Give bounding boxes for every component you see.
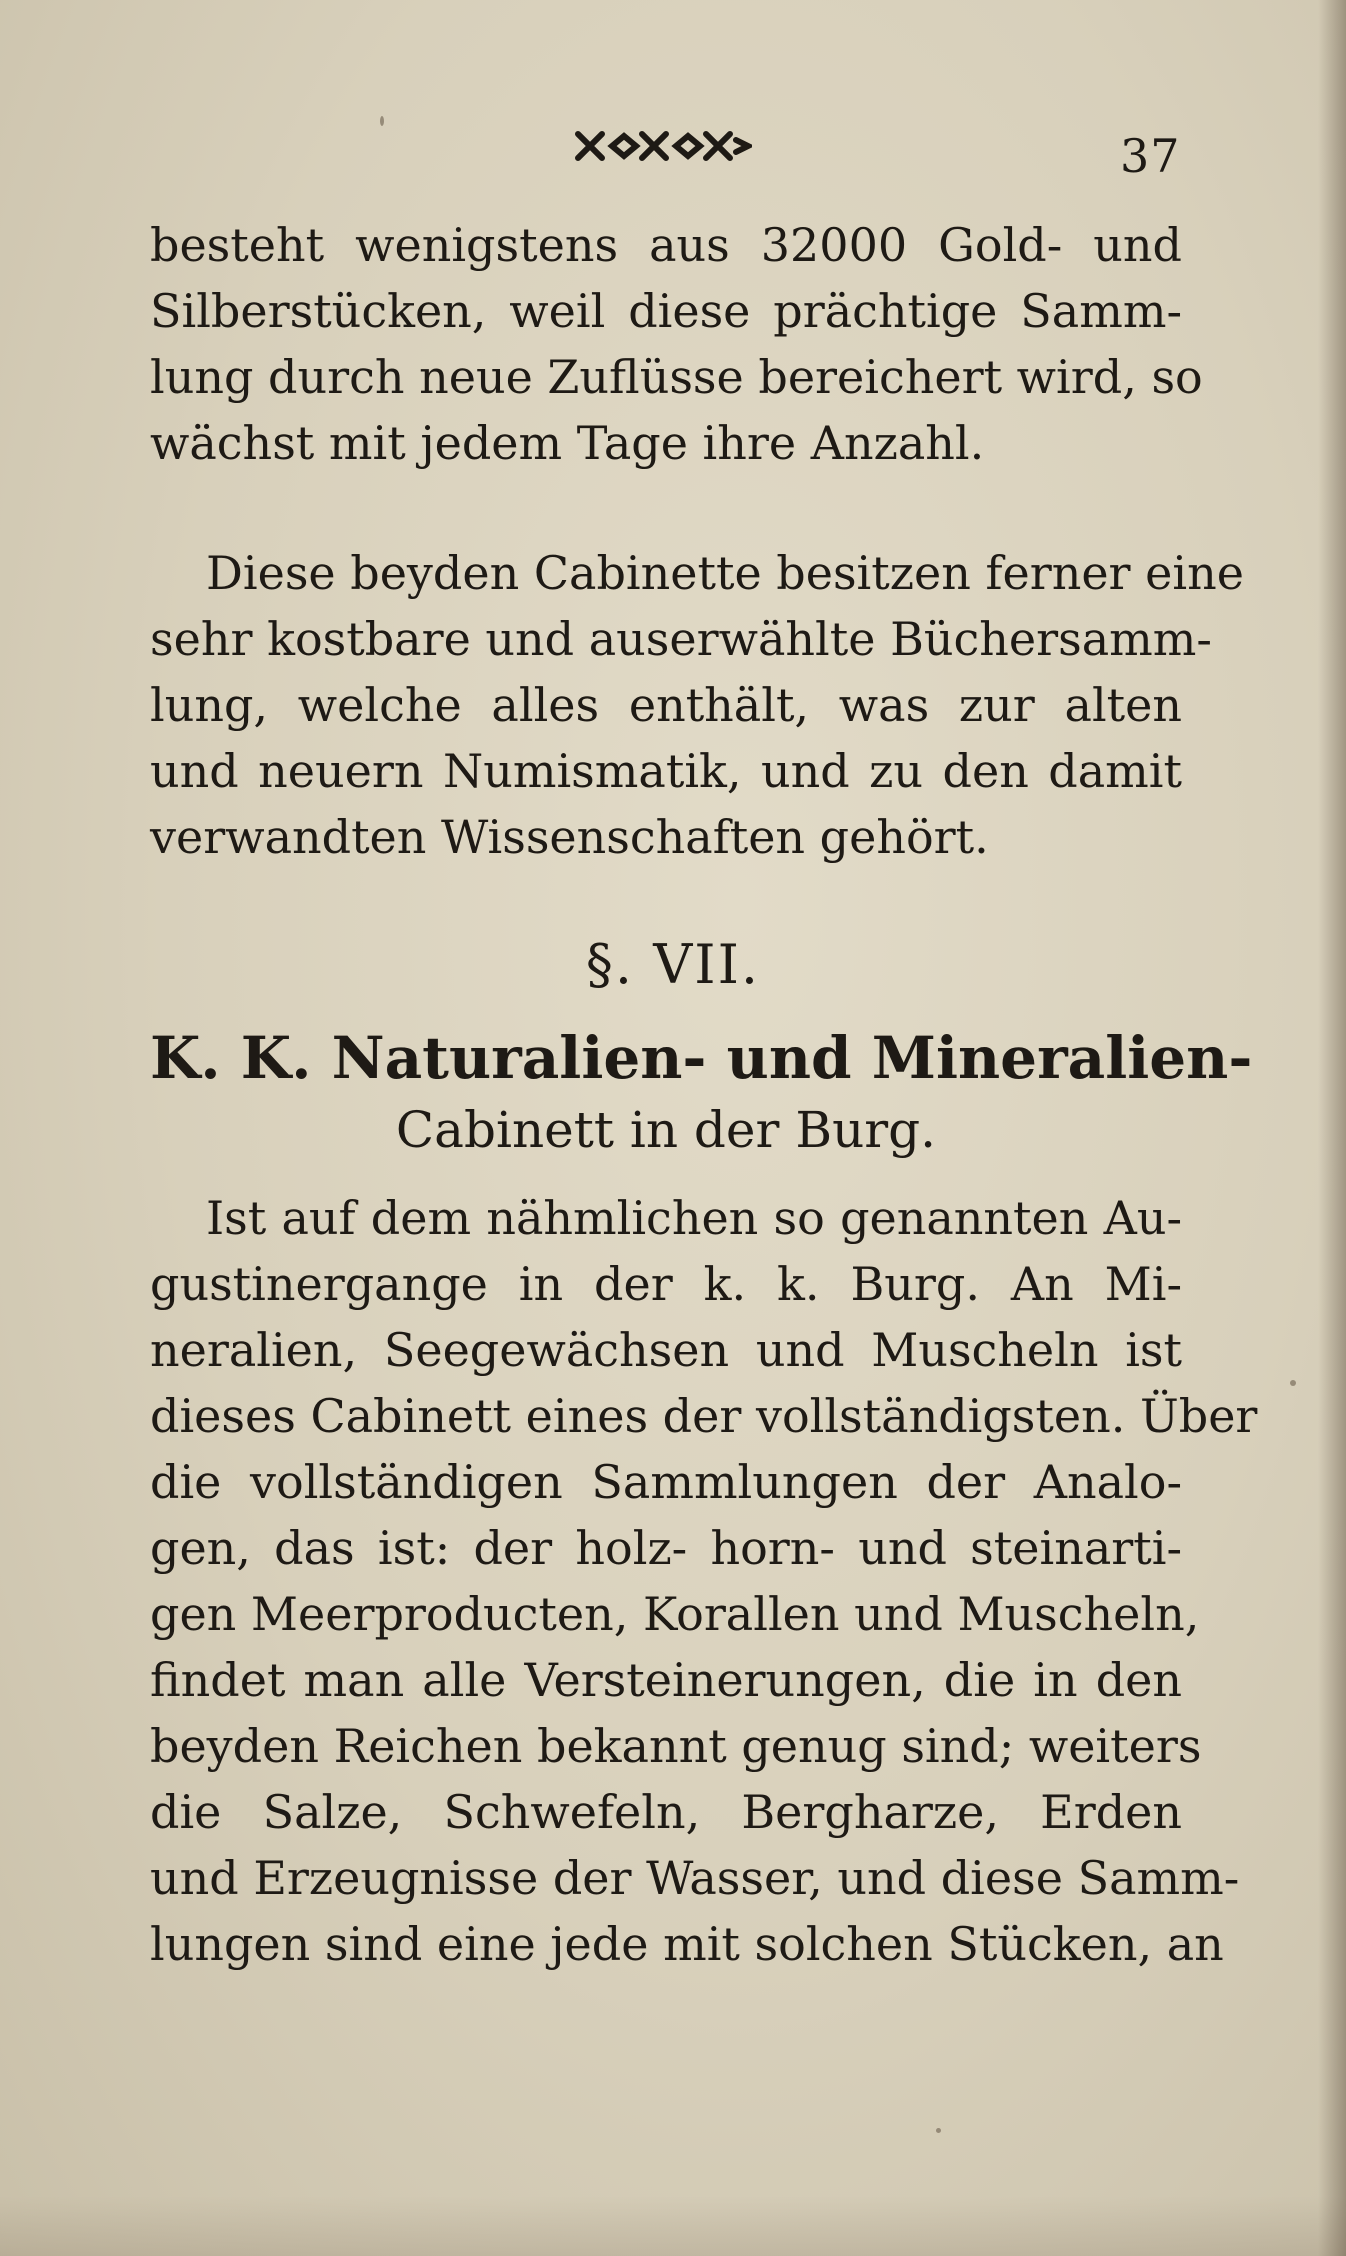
text-line: lung durch neue Zuflüsse bereichert wird, so bbox=[150, 350, 1203, 404]
header-ornament-icon bbox=[572, 128, 752, 164]
text-line: dieses Cabinett eines der vollständigsten. Über bbox=[150, 1389, 1258, 1443]
paragraph-2 bbox=[150, 540, 1244, 870]
text-line: findet man alle Versteinerungen, die in den bbox=[150, 1653, 1182, 1707]
section-number: §. VII. bbox=[585, 933, 761, 996]
text-line: gen, das ist: der holz- horn- und steinarti- bbox=[150, 1521, 1182, 1575]
text-line: lung, welche alles enthält, was zur alten bbox=[150, 678, 1182, 732]
page-number: 37 bbox=[1120, 129, 1181, 183]
text-line: neralien, Seegewächsen und Muscheln ist bbox=[150, 1323, 1182, 1377]
text-line: und Erzeugnisse der Wasser, und diese Samm- bbox=[150, 1851, 1240, 1905]
page-bottom-shade bbox=[0, 2196, 1346, 2256]
text-line: die Salze, Schwefeln, Bergharze, Erden bbox=[150, 1785, 1182, 1839]
section-title-line-1: K. K. Naturalien- und Mineralien- bbox=[150, 1024, 1253, 1092]
page-edge-shadow bbox=[1318, 0, 1346, 2256]
paragraph-3 bbox=[150, 1185, 1258, 1977]
text-line: verwandten Wissenschaften gehört. bbox=[150, 810, 989, 864]
text-line: Diese beyden Cabinette besitzen ferner eine bbox=[206, 546, 1244, 600]
text-line: Ist auf dem nähmlichen so genannten Au- bbox=[206, 1191, 1182, 1245]
text-line: Silberstücken, weil diese prächtige Samm- bbox=[150, 284, 1182, 338]
text-line: sehr kostbare und auserwählte Büchersamm- bbox=[150, 612, 1212, 666]
paper-speck bbox=[380, 116, 384, 126]
text-line: lungen sind eine jede mit solchen Stücken, an bbox=[150, 1917, 1224, 1971]
text-line: wächst mit jedem Tage ihre Anzahl. bbox=[150, 416, 985, 470]
section-title-line-2: Cabinett in der Burg. bbox=[395, 1101, 937, 1159]
text-line: und neuern Numismatik, und zu den damit bbox=[150, 744, 1182, 798]
text-line: gen Meerproducten, Korallen und Muscheln, bbox=[150, 1587, 1200, 1641]
text-line: gustinergange in der k. k. Burg. An Mi- bbox=[150, 1257, 1182, 1311]
paper-speck bbox=[1290, 1380, 1296, 1386]
text-line: beyden Reichen bekannt genug sind; weiters bbox=[150, 1719, 1202, 1773]
text-line: besteht wenigstens aus 32000 Gold- und bbox=[150, 218, 1182, 272]
section-title bbox=[150, 1020, 1253, 1164]
paper-speck bbox=[936, 2128, 941, 2133]
text-line: die vollständigen Sammlungen der Analo- bbox=[150, 1455, 1182, 1509]
paragraph-1 bbox=[150, 212, 1203, 476]
